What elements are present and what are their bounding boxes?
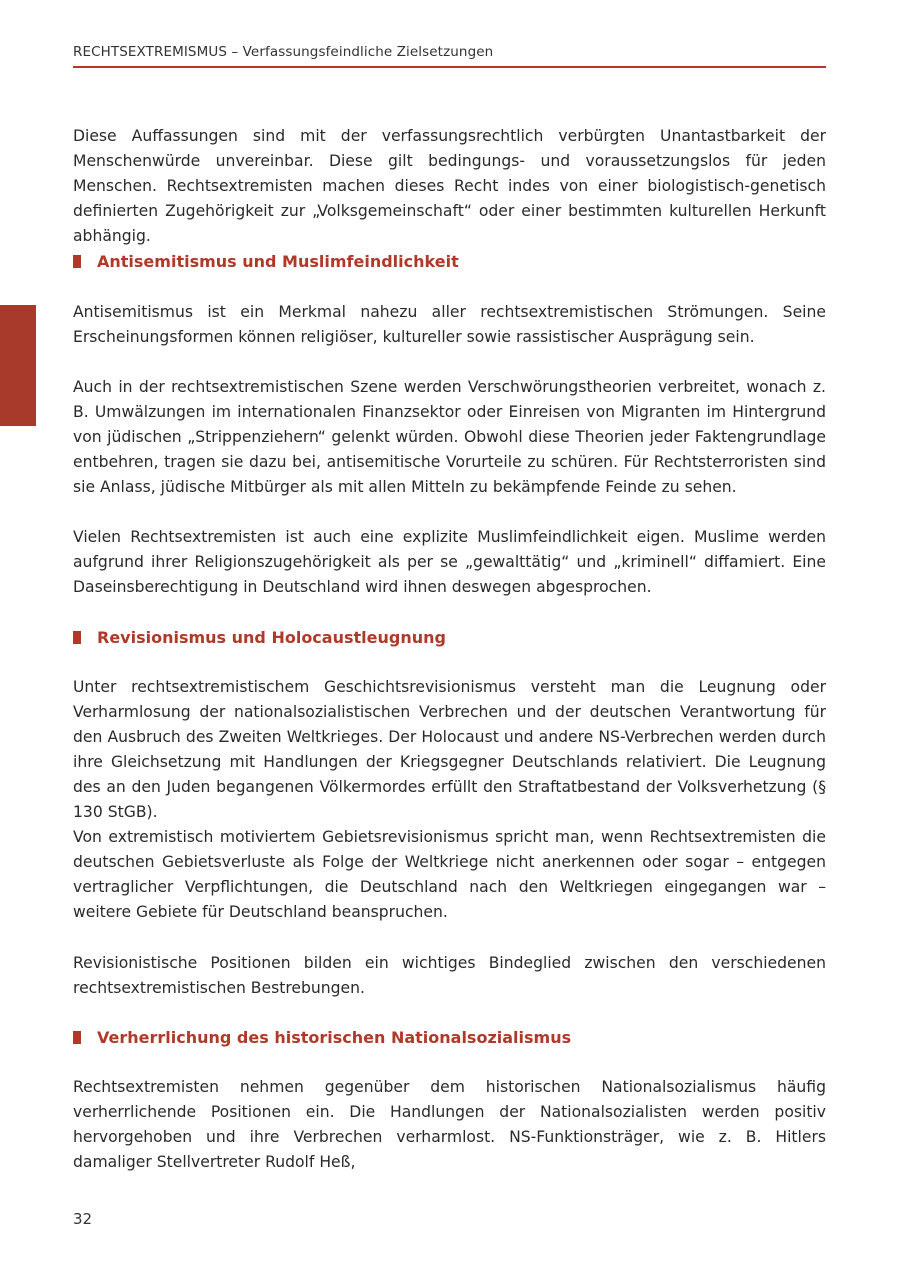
paragraph: Unter rechtsextremistischem Geschichtsrevisionismus versteht man die Leugnung oder Verharmlosung der nationalsozialistischen Verbrechen und der deutschen Verantwortung für den Ausbruch des Zweiten Weltkrieges. Der Holocaust und andere NS-Verbrechen werden durch ihre Gleichsetzung mit Handlungen der Kriegsgegner Deutschlands relativiert. Die Leugnung des an den Juden begangenen Völkermordes erfüllt den Straftatbestand der Volksverhetzung (§ 130 StGB). [73, 678, 826, 821]
section-heading-text: Antisemitismus und Muslimfeindlichkeit [97, 252, 459, 271]
intro-paragraph: Diese Auffassungen sind mit der verfassungsrechtlich verbürgten Unantastbarkeit der Menschenwürde unvereinbar. Diese gilt bedingungs- und voraussetzungslos für jeden Menschen. Rechtsextremisten machen dieses Recht indes von einer biologistisch-genetisch definierten Zugehörigkeit zur „Volksgemeinschaft“ oder einer bestimmten kulturellen Herkunft abhängig. [73, 127, 826, 245]
section-heading-revisionismus [73, 625, 826, 650]
section-heading-text: Revisionismus und Holocaustleugnung [97, 628, 446, 647]
section-heading-antisemitismus [73, 249, 826, 274]
running-header-title: RECHTSEXTREMISMUS – Verfassungsfeindliche Zielsetzungen [73, 44, 494, 60]
paragraph: Auch in der rechtsextremistischen Szene werden Verschwörungstheorien verbreitet, wonach z. B. Umwälzungen im internationalen Finanzsektor oder Einreisen von Migranten im Hintergrund von jüdischen „Strippenziehern“ gelenkt würden. Obwohl diese Theorien jeder Faktengrundlage entbehren, tragen sie dazu bei, antisemitische Vorurteile zu schüren. Für Rechtsterroristen sind sie Anlass, jüdische Mitbürger als mit allen Mitteln zu bekämpfende Feinde zu sehen. [73, 378, 826, 496]
running-header [73, 44, 826, 68]
paragraph: Von extremistisch motiviertem Gebietsrevisionismus spricht man, wenn Rechtsextremisten die deutschen Gebietsverluste als Folge der Weltkriege nicht anerkennen oder sogar – entgegen vertraglicher Verpflichtungen, die Deutschland nach den Weltkriegen eingegangen war – weitere Gebiete für Deutschland beanspruchen. [73, 828, 826, 921]
section-marker-icon [73, 1031, 81, 1044]
section-heading-text: Verherrlichung des historischen Nationalsozialismus [97, 1028, 572, 1047]
paragraph: Antisemitismus ist ein Merkmal nahezu aller rechtsextremistischen Strömungen. Seine Erscheinungsformen können religiöser, kultureller sowie rassistischer Ausprägung sein. [73, 303, 826, 346]
paragraph: Vielen Rechtsextremisten ist auch eine explizite Muslimfeindlichkeit eigen. Muslime werden aufgrund ihrer Religionszugehörigkeit als per se „gewalttätig“ und „kriminell“ diffamiert. Eine Daseinsberechtigung in Deutschland wird ihnen deswegen abgesprochen. [73, 528, 826, 596]
section-heading-verherrlichung [73, 1025, 826, 1050]
section-marker-icon [73, 631, 81, 644]
page-number: 32 [73, 1210, 93, 1228]
section-marker-icon [73, 255, 81, 268]
paragraph: Rechtsextremisten nehmen gegenüber dem historischen Nationalsozialismus häufig verherrlichende Positionen ein. Die Handlungen der Nationalsozialisten werden positiv hervorgehoben und ihre Verbrechen verharmlost. NS-Funktionsträger, wie z. B. Hitlers damaliger Stellvertreter Rudolf Heß, [73, 1078, 826, 1171]
chapter-side-tab [0, 305, 36, 426]
paragraph: Revisionistische Positionen bilden ein wichtiges Bindeglied zwischen den verschiedenen rechtsextremistischen Bestrebungen. [73, 954, 826, 997]
